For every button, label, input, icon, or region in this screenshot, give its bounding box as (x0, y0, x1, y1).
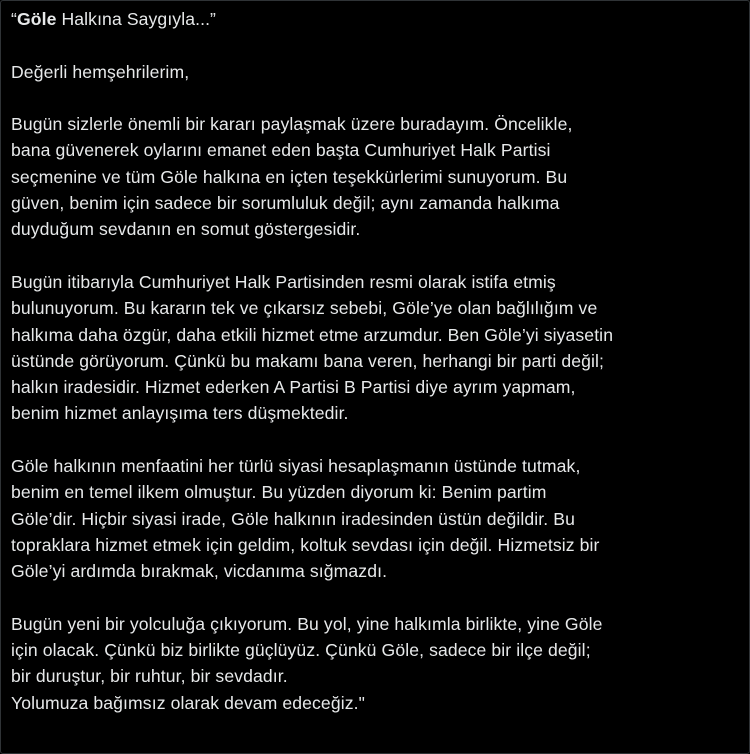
headline-bold-word: Göle (16, 9, 57, 29)
paragraph-line: Bugün itibarıyla Cumhuriyet Halk Partisinden resmi olarak istifa etmiş (11, 271, 556, 292)
paragraph-line: topraklara hizmet etmek için geldim, koltuk sevdası için değil. Hizmetsiz bir (11, 534, 600, 555)
paragraph-line: Göle’dir. Hiçbir siyasi irade, Göle halkının iradesinden üstün değildir. Bu (11, 508, 575, 529)
post-greeting: Değerli hemşehrilerim, (11, 61, 190, 82)
paragraph-line: Göle halkının menfaatini her türlü siyasi hesaplaşmanın üstünde tutmak, (11, 456, 581, 477)
paragraph-line: güven, benim için sadece bir sorumluluk değil; aynı zamanda halkıma (11, 193, 560, 214)
paragraph-line: Bugün yeni bir yolculuğa çıkıyorum. Bu yol, yine halkımla birlikte, yine Göle (11, 613, 603, 634)
post-paragraph (11, 111, 739, 242)
paragraph-line: bir duruştur, bir ruhtur, bir sevdadır. (11, 666, 288, 687)
paragraph-line: halkın iradesidir. Hizmet ederken A Partisi B Partisi diye ayrım yapmam, (11, 377, 576, 398)
headline-open-quote: “ (11, 9, 17, 29)
paragraph-line: benim hizmet anlayışıma ters düşmektedir. (11, 403, 349, 424)
paragraph-line: üstünde görüyorum. Çünkü bu makamı bana veren, herhangi bir parti değil; (11, 350, 605, 371)
paragraph-line: bulunuyorum. Bu kararın tek ve çıkarsız sebebi, Göle’ye olan bağlılığım ve (11, 298, 598, 319)
paragraph-line: Göle’yi ardımda bırakmak, vicdanıma sığmazdı. (11, 561, 388, 582)
paragraph-line: halkıma daha özgür, daha etkili hizmet etme arzumdur. Ben Göle’yi siyasetin (11, 324, 614, 345)
headline-rest: Halkına Saygıyla...” (56, 9, 217, 29)
post-paragraph (11, 453, 739, 584)
paragraph-line: seçmenine ve tüm Göle halkına en içten teşekkürlerimi sunuyorum. Bu (11, 166, 568, 187)
post-paragraph (11, 611, 739, 716)
paragraph-line: Bugün sizlerle önemli bir kararı paylaşmak üzere buradayım. Öncelikle, (11, 114, 573, 135)
paragraph-line: bana güvenerek oylarını emanet eden başta Cumhuriyet Halk Partisi (11, 140, 551, 161)
paragraph-line: benim en temel ilkem olmuştur. Bu yüzden diyorum ki: Benim partim (11, 482, 547, 503)
paragraph-line: Yolumuza bağımsız olarak devam edeceğiz." (11, 692, 365, 713)
paragraph-line: için olacak. Çünkü biz birlikte güçlüyüz. Çünkü Göle, sadece bir ilçe değil; (11, 640, 591, 661)
post-headline (11, 6, 739, 32)
paragraph-line: duyduğum sevdanın en somut göstergesidir. (11, 219, 361, 240)
post-paragraph (11, 269, 739, 427)
